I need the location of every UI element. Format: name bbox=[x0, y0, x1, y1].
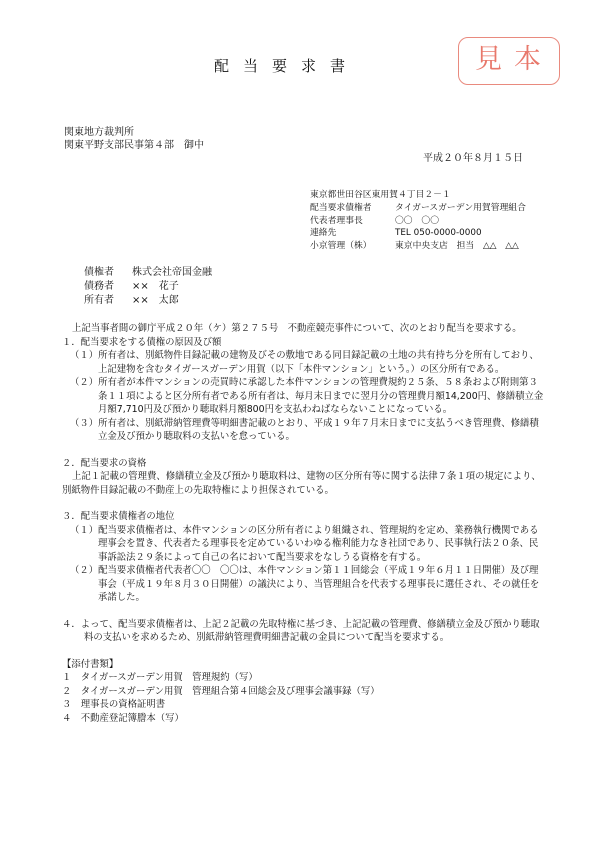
creditor-row bbox=[310, 240, 526, 253]
creditor-row-value: 東京中央支店 担当 △△ △△ bbox=[395, 241, 519, 252]
attachments-heading: 【添付書類】 bbox=[62, 658, 119, 670]
party-row bbox=[84, 294, 212, 308]
section1-item: （３）所有者は、別紙滞納管理費等明細書記載のとおり、平成１９年７月末日までに支払うべき管理費、修繕積立金及び預かり聴取料の支払いを怠っている。 bbox=[70, 417, 539, 442]
intro-paragraph: 上記当事者間の御庁平成２０年（ケ）第２７５号 不動産競売事件について、次のとおり配当を要求する。 bbox=[72, 323, 522, 334]
creditor-row-label: 小京管理（株） bbox=[310, 241, 372, 252]
creditor-row-value: タイガースガーデン用賀管理組合 bbox=[395, 202, 526, 213]
court-addressee bbox=[64, 126, 204, 152]
section4-paragraph: ４．よって、配当要求債権者は、上記２記載の先取特権に基づき、上記記載の管理費、修繕積立金及び預かり聴取料の支払いを求めるため、別紙滞納管理費明細書記載の金員について配当を要求する。 bbox=[62, 618, 540, 643]
creditor-row-label: 代表者理事長 bbox=[310, 215, 363, 226]
section3-heading: ３．配当要求債権者の地位 bbox=[62, 511, 175, 522]
court-division: 関東平野支部民事第４部 御中 bbox=[64, 140, 204, 151]
party-row bbox=[84, 280, 212, 294]
spacer bbox=[62, 444, 546, 457]
creditor-info bbox=[310, 189, 526, 253]
section1-heading: １．配当要求をする債権の原因及び額 bbox=[62, 336, 222, 348]
court-name: 関東地方裁判所 bbox=[64, 127, 134, 138]
party-value: 株式会社帝国金融 bbox=[132, 267, 212, 278]
creditor-row-value: TEL 050-0000-0000 bbox=[395, 228, 482, 239]
party-value: ×× 花子 bbox=[132, 281, 179, 292]
attachment-item: ２ タイガースガーデン用賀 管理組合第４回総会及び理事会議事録（写） bbox=[62, 685, 380, 697]
party-label: 所有者 bbox=[84, 295, 114, 306]
party-row bbox=[84, 266, 212, 280]
section1-item: （２）所有者が本件マンションの売買時に承認した本件マンションの管理費規約２５条、５８条および附則第３条１１項によると区分所有者である所有者は、毎月末日までに翌月分の管理費月額14,200円、修繕積立金月額7,710円及び預かり聴取料月額800円を支払わねばならないことになっている。 bbox=[70, 377, 544, 415]
parties-list bbox=[84, 266, 212, 308]
creditor-row-value: 〇〇 〇〇 bbox=[395, 215, 439, 226]
creditor-address: 東京都世田谷区東用賀４丁目２－１ bbox=[310, 190, 451, 200]
attachment-item: ３ 理事長の資格証明書 bbox=[62, 699, 166, 710]
party-value: ×× 太郎 bbox=[132, 295, 179, 306]
party-label: 債権者 bbox=[84, 267, 114, 278]
attachment-item: １ タイガースガーデン用賀 管理規約（写） bbox=[62, 672, 258, 683]
document-title: 配当要求書 bbox=[214, 57, 360, 75]
party-label: 債務者 bbox=[84, 281, 114, 292]
creditor-row bbox=[310, 202, 526, 215]
section3-item: （１）配当要求債権者は、本件マンションの区分所有者により組織され、管理規約を定め、業務執行機関である理事会を置き、代表者たる理事長を定めているいわゆる権利能力なき社団であり、民事執行法２０条、民事訴訟法２９条によって自己の名において配当要求をなしうる資格を有する。 bbox=[70, 524, 539, 563]
creditor-row-label: 連絡先 bbox=[310, 228, 337, 239]
creditor-row bbox=[310, 227, 526, 240]
section3-item: （２）配当要求債権者代表者〇〇 〇〇は、本件マンション第１１回総会（平成１９年６月１１日開催）及び理事会（平成１９年８月３０日開催）の議決により、当管理組合を代表する理事長に選任され、その就任を承諾した。 bbox=[70, 565, 540, 603]
spacer bbox=[62, 645, 546, 658]
section2-paragraph: 上記１記載の管理費、修繕積立金及び預かり聴取料は、建物の区分所有等に関する法律７条１項の規定により、別紙物件目録記載の不動産上の先取特権により担保されている。 bbox=[62, 471, 541, 496]
creditor-row-label: 配当要求債権者 bbox=[310, 202, 372, 213]
section2-heading: ２．配当要求の資格 bbox=[62, 457, 147, 469]
document-date: 平成２０年８月１５日 bbox=[423, 153, 523, 164]
document-body bbox=[62, 322, 546, 725]
section1-item: （１）所有者は、別紙物件目録記載の建物及びその敷地である同目録記載の土地の共有持ち分を所有しており、上記建物を含むタイガースガーデン用賀（以下「本件マンション」という。）の区分所有である。 bbox=[70, 350, 539, 375]
spacer bbox=[62, 497, 546, 510]
sample-stamp: 見本 bbox=[458, 37, 560, 85]
attachment-item: ４ 不動産登記簿謄本（写） bbox=[62, 712, 184, 724]
creditor-row bbox=[310, 215, 526, 228]
spacer bbox=[62, 605, 546, 618]
